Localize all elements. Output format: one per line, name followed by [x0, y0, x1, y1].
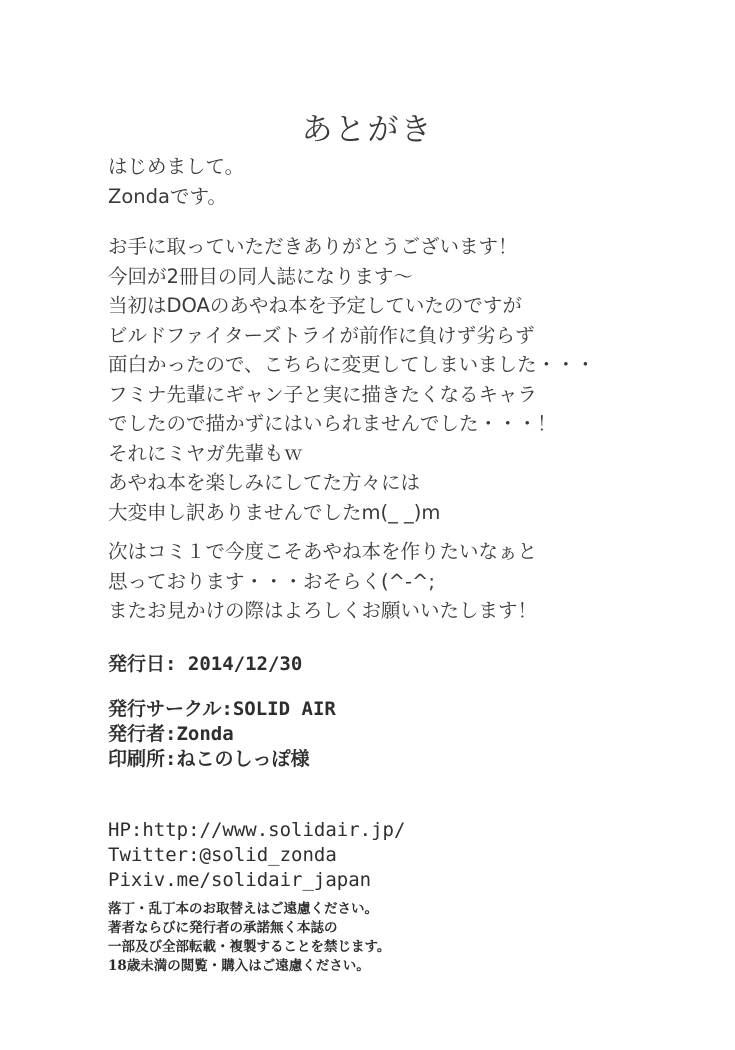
notice-line: 一部及び全部転載・複製することを禁じます。	[108, 939, 391, 955]
homepage-link[interactable]: HP:http://www.solidair.jp/	[108, 819, 406, 841]
main-text-line: ビルドファイターズトライが前作に負けず劣らず	[108, 323, 535, 347]
greeting-line: Zondaです。	[108, 184, 227, 208]
publication-date: 発行日: 2014/12/30	[108, 653, 303, 675]
closing-line: 次はコミ１で今度こそあやね本を作りたいなぁと	[108, 540, 538, 563]
main-text-line: 当初はDOAのあやね本を予定していたのですが	[108, 294, 522, 317]
main-text-line: フミナ先輩にギャン子と実に描きたくなるキャラ	[108, 382, 538, 406]
notice-line: 18歳未満の閲覧・購入はご遠慮ください。	[108, 958, 370, 974]
main-text-line: でしたので描かずにはいられませんでした・・・！	[108, 412, 557, 435]
links-block	[108, 818, 405, 893]
main-text-line: 今回が2冊目の同人誌になります〜	[108, 264, 413, 288]
publication-date-block	[108, 652, 302, 677]
main-text-line: あやね本を楽しみにしてた方々には	[108, 471, 421, 494]
greeting-line: はじめまして。	[108, 155, 245, 178]
legal-notice-block	[108, 900, 390, 976]
closing-line: 思っております・・・おそらく(^-^;	[108, 569, 435, 593]
publisher-info-block	[108, 697, 336, 772]
closing-line: またお見かけの際はよろしくお願いいたします！	[108, 599, 538, 622]
twitter-link[interactable]: Twitter:@solid_zonda	[108, 844, 337, 866]
greeting-block	[108, 152, 244, 211]
main-text-line: お手に取っていただきありがとうございます！	[108, 235, 518, 258]
main-text-line: 面白かったので、こちらに変更してしまいました・・・	[108, 353, 596, 376]
circle-name: 発行サークル:SOLID AIR	[108, 698, 336, 720]
closing-block	[108, 537, 537, 626]
page-title: あとがき	[301, 112, 434, 148]
notice-line: 著者ならびに発行者の承諾無く本誌の	[108, 920, 338, 936]
notice-line: 落丁・乱丁本のお取替えはご遠慮ください。	[108, 901, 378, 917]
printer-name: 印刷所:ねこのしっぽ様	[108, 748, 310, 770]
main-text-line: それにミヤガ先輩もｗ	[108, 441, 304, 465]
pixiv-link[interactable]: Pixiv.me/solidair_japan	[108, 869, 372, 891]
main-text-block	[108, 232, 595, 527]
author-name: 発行者:Zonda	[108, 723, 234, 745]
main-text-line: 大変申し訳ありませんでしたm(_ _)m	[108, 500, 441, 524]
